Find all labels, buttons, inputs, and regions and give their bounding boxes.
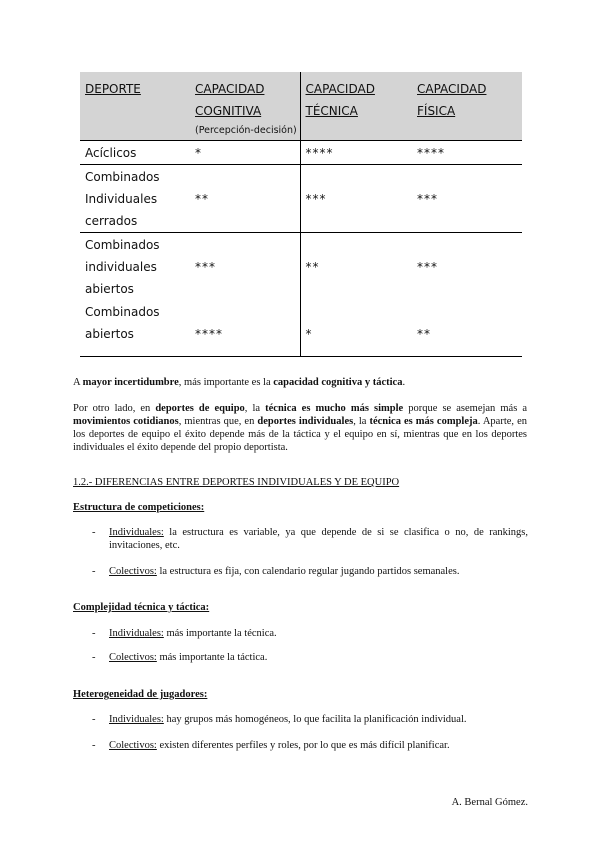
cell-cognitiva: * <box>190 141 300 165</box>
capacities-table <box>80 72 522 357</box>
header-deporte: DEPORTE <box>80 72 190 141</box>
cell-deporte: Combinados individuales abiertos <box>80 233 190 301</box>
heading-estructura: Estructura de competiciones: <box>73 502 205 513</box>
cell-deporte: Combinados abiertos <box>80 301 190 357</box>
cell-cognitiva: ** <box>190 165 300 233</box>
table-row <box>80 165 522 233</box>
cell-cognitiva: **** <box>190 301 300 357</box>
author-footer: A. Bernal Gómez. <box>451 797 528 808</box>
table-row <box>80 233 522 301</box>
cell-fisica: *** <box>412 165 522 233</box>
table-row <box>80 301 522 357</box>
cell-tecnica: **** <box>300 141 412 165</box>
table-header-row <box>80 72 522 141</box>
list-item: - Individuales: hay grupos más homogéneos, lo que facilita la planificación individual. <box>92 714 467 725</box>
section-title: 1.2.- DIFERENCIAS ENTRE DEPORTES INDIVIDUALES Y DE EQUIPO <box>73 477 400 488</box>
cell-fisica: *** <box>412 233 522 301</box>
header-capacidad-tecnica: CAPACIDAD TÉCNICA <box>300 72 412 141</box>
heading-heterogeneidad: Heterogeneidad de jugadores: <box>73 689 208 700</box>
cell-tecnica: *** <box>300 165 412 233</box>
list-item: - Colectivos: la estructura es fija, con calendario regular jugando partidos semanales. <box>92 566 460 577</box>
list-item: - Colectivos: más importante la táctica. <box>92 652 268 663</box>
header-note: (Percepción-decisión) <box>195 125 297 136</box>
cell-cognitiva: *** <box>190 233 300 301</box>
cell-deporte: Combinados Individuales cerrados <box>80 165 190 233</box>
header-capacidad-cognitiva: CAPACIDAD COGNITIVA (Percepción-decisión) <box>190 72 300 141</box>
list-item: - Individuales: la estructura es variable, ya que depende de si se clasifica o no, de rankings, invitaciones, etc. <box>92 527 528 551</box>
cell-tecnica: ** <box>300 233 412 301</box>
cell-fisica: **** <box>412 141 522 165</box>
paragraph-deportes-equipo: Por otro lado, en deportes de equipo, la técnica es mucho más simple porque se asemejan más a movimientos cotidianos, mientras que, en deportes individuales, la técnica es más compleja. Aparte, en los deportes de equipo el éxito depende más de la táctica y el equipo en sí, mientras que en los deportes individuales el éxito depende del propio deportista. <box>73 403 527 453</box>
list-item: - Individuales: más importante la técnica. <box>92 628 277 639</box>
list-item: - Colectivos: existen diferentes perfiles y roles, por lo que es más difícil planificar. <box>92 740 450 751</box>
cell-deporte: Acíclicos <box>80 141 190 165</box>
header-capacidad-fisica: CAPACIDAD FÍSICA <box>412 72 522 141</box>
heading-complejidad: Complejidad técnica y táctica: <box>73 602 210 613</box>
cell-fisica: ** <box>412 301 522 357</box>
cell-tecnica: * <box>300 301 412 357</box>
paragraph-incertidumbre: A mayor incertidumbre, más importante es la capacidad cognitiva y táctica. <box>73 377 406 388</box>
table-row <box>80 141 522 165</box>
